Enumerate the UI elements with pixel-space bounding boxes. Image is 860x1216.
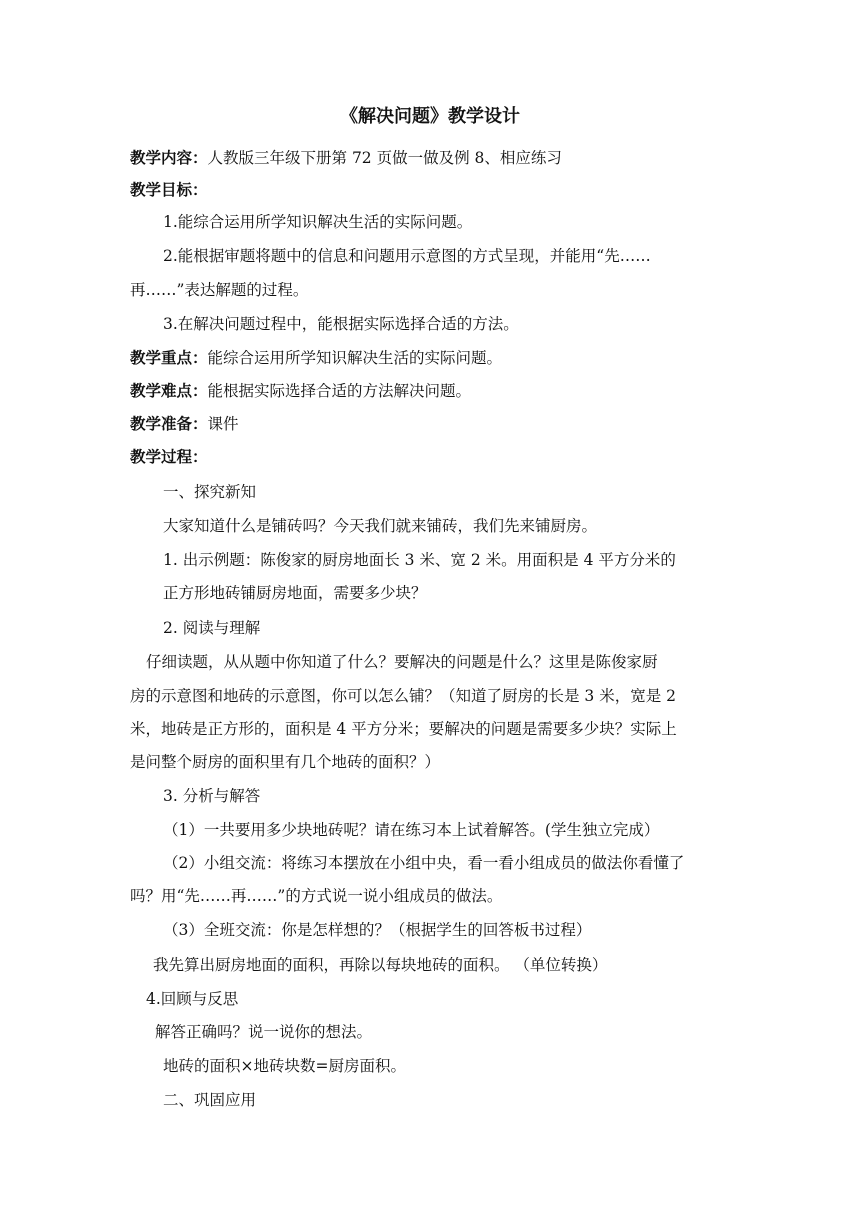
step2-heading: 2. 阅读与理解 (163, 619, 261, 637)
answer-item-2-line1: （2）小组交流：将练习本摆放在小组中央，看一看小组成员的做法你看懂了 (163, 854, 685, 872)
preparation-label: 教学准备： (130, 415, 208, 433)
section-heading-2: 二、巩固应用 (163, 1091, 257, 1109)
goal-item-1: 1.能综合运用所学知识解决生活的实际问题。 (163, 213, 473, 231)
method-line: 我先算出厨房地面的面积，再除以每块地砖的面积。 （单位转换） (153, 956, 608, 974)
read-line-3: 米，地砖是正方形的，面积是 4 平方分米；要解决的问题是需要多少块？实际上 (130, 720, 677, 738)
page-title: 《解决问题》教学设计 (340, 106, 520, 127)
intro-paragraph: 大家知道什么是铺砖吗？今天我们就来铺砖，我们先来铺厨房。 (163, 517, 598, 535)
read-line-4: 是问整个厨房的面积里有几个地砖的面积？） (130, 753, 441, 771)
preparation-text: 课件 (207, 415, 239, 433)
answer-item-2-line2: 吗？用“先……再……”的方式说一说小组成员的做法。 (130, 887, 503, 905)
formula-line: 地砖的面积×地砖块数=厨房面积。 (163, 1057, 406, 1075)
goals-label: 教学目标： (130, 181, 208, 199)
read-line-1: 仔细读题，从从题中你知道了什么？要解决的问题是什么？这里是陈俊家厨 (146, 653, 658, 671)
step3-heading: 3. 分析与解答 (163, 787, 261, 805)
goal-item-2-line2: 再……”表达解题的过程。 (130, 281, 309, 299)
goal-item-2-line1: 2.能根据审题将题中的信息和问题用示意图的方式呈现，并能用“先…… (163, 247, 651, 265)
section-heading-1: 一、探究新知 (163, 483, 257, 501)
difficulty-text: 能根据实际选择合适的方法解决问题。 (207, 382, 472, 400)
read-line-2: 房的示意图和地砖的示意图，你可以怎么铺？（知道了厨房的长是 3 米，宽是 2 (130, 687, 677, 705)
content-text: 人教版三年级下册第 72 页做一做及例 8、相应练习 (207, 149, 562, 167)
difficulty-line (130, 381, 471, 401)
goal-item-3: 3.在解决问题过程中，能根据实际选择合适的方法。 (163, 315, 519, 333)
content-label: 教学内容： (130, 149, 208, 167)
step1-line2: 正方形地砖铺厨房地面，需要多少块？ (163, 584, 427, 602)
answer-item-3: （3）全班交流：你是怎样想的？（根据学生的回答板书过程） (163, 921, 592, 939)
difficulty-label: 教学难点： (130, 382, 208, 400)
key-point-text: 能综合运用所学知识解决生活的实际问题。 (207, 349, 503, 367)
process-label: 教学过程： (130, 448, 208, 466)
content-line (130, 148, 562, 168)
preparation-line (130, 414, 239, 434)
answer-item-1: （1）一共要用多少块地砖呢？请在练习本上试着解答。(学生独立完成） (163, 821, 660, 839)
step1-line1: 1. 出示例题：陈俊家的厨房地面长 3 米、宽 2 米。用面积是 4 平方分米的 (163, 551, 676, 569)
key-point-line (130, 348, 502, 368)
step4-heading: 4.回顾与反思 (146, 990, 239, 1008)
key-point-label: 教学重点： (130, 349, 208, 367)
review-line: 解答正确吗？说一说你的想法。 (155, 1023, 373, 1041)
